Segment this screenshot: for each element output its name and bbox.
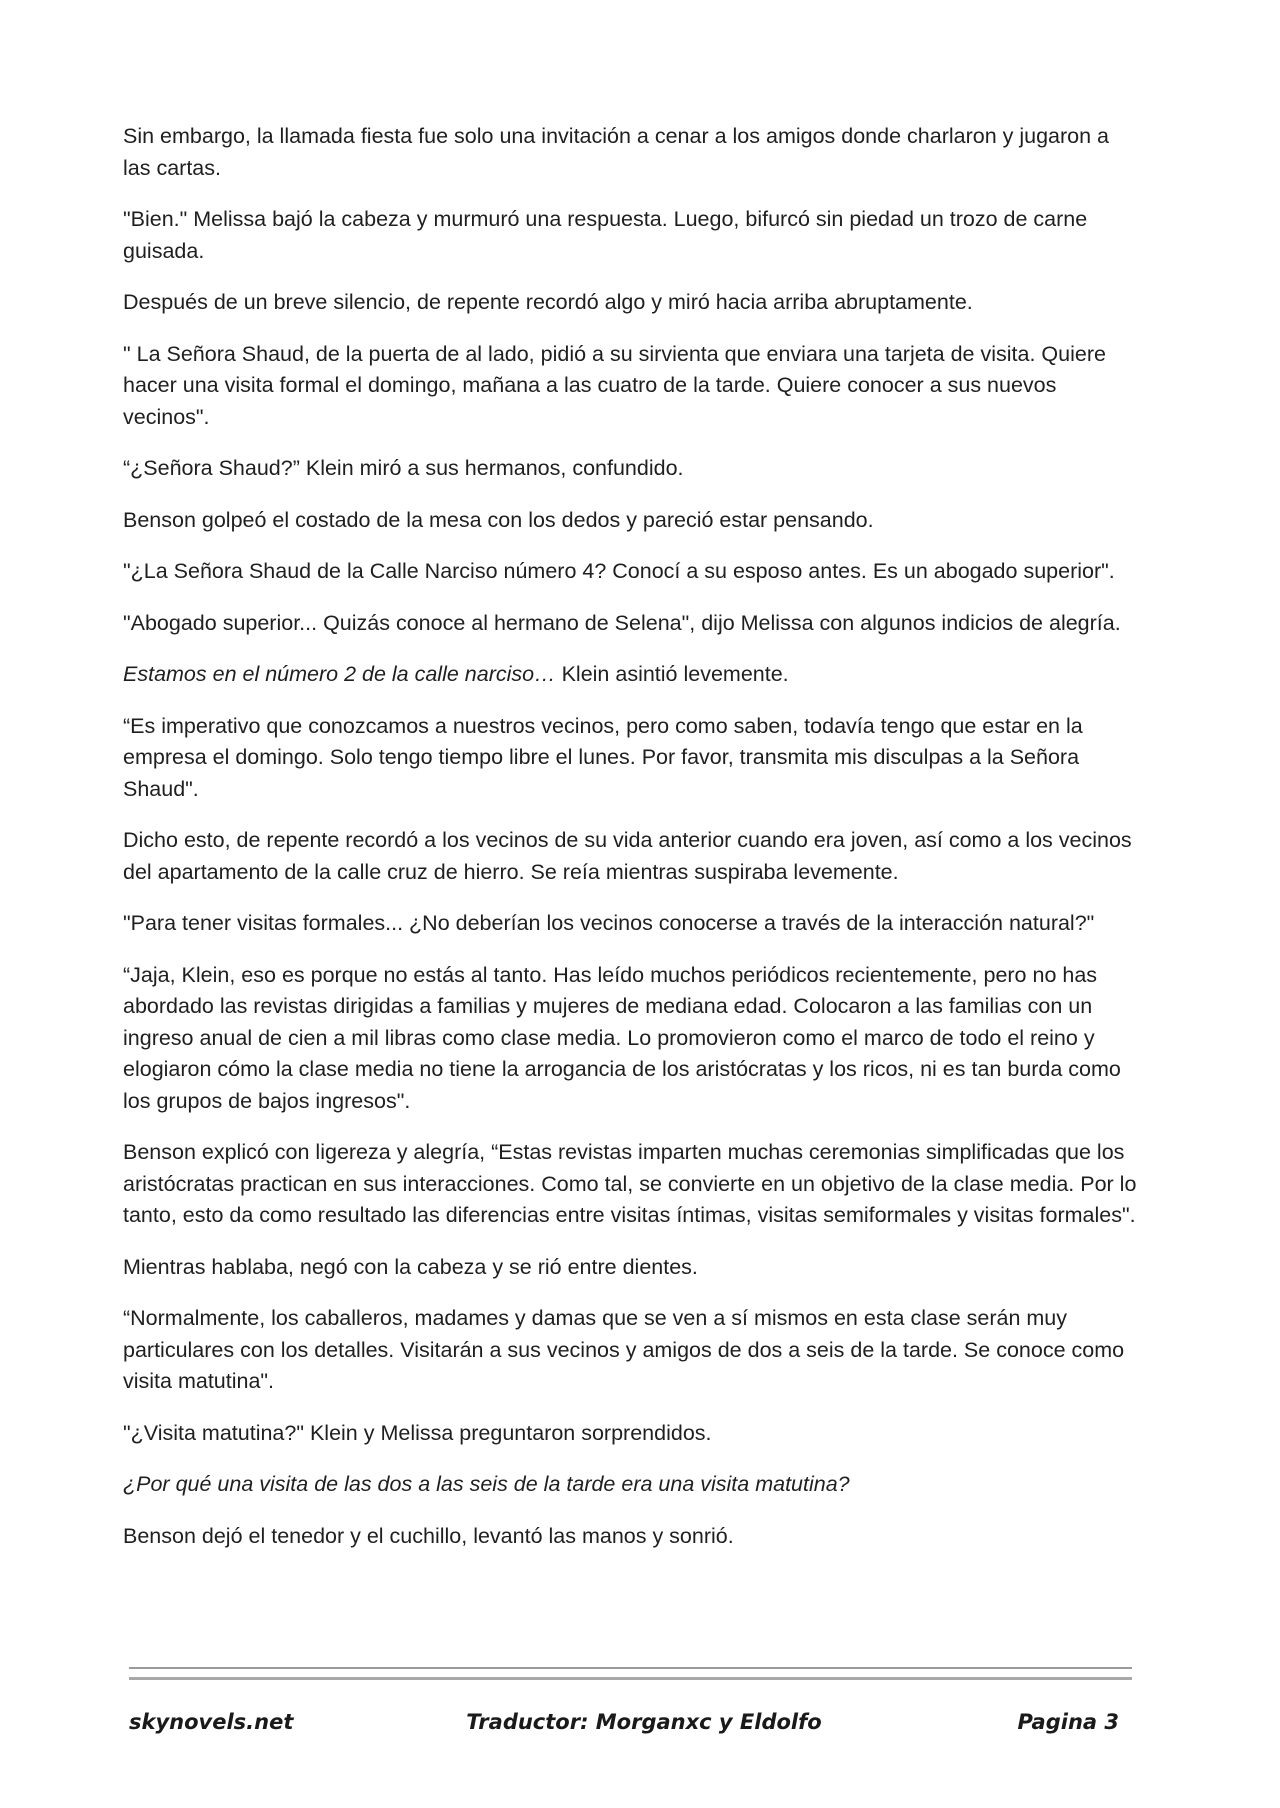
paragraph-11: Dicho esto, de repente recordó a los vecinos de su vida anterior cuando era joven, así como a los vecinos del apartamento de la calle cruz de hierro. Se reía mientras suspiraba levemente. bbox=[123, 828, 1132, 884]
paragraph-9: Estamos en el número 2 de la calle narciso… Klein asintió levemente. bbox=[123, 662, 789, 686]
paragraph-3: Después de un breve silencio, de repente recordó algo y miró hacia arriba abruptamente. bbox=[123, 290, 973, 314]
paragraph-10: “Es imperativo que conozcamos a nuestros vecinos, pero como saben, todavía tengo que estar en la empresa el domingo. Solo tengo tiempo libre el lunes. Por favor, transmita mis disculpas a la Señora Shaud". bbox=[123, 713, 1083, 801]
paragraph-5: “¿Señora Shaud?” Klein miró a sus hermanos, confundido. bbox=[123, 456, 684, 480]
footer-site: skynovels.net bbox=[129, 1710, 294, 1734]
paragraph-2: "Bien." Melissa bajó la cabeza y murmuró una respuesta. Luego, bifurcó sin piedad un trozo de carne guisada. bbox=[123, 207, 1088, 263]
paragraph-15: Mientras hablaba, negó con la cabeza y se rió entre dientes. bbox=[123, 1254, 698, 1279]
document-body bbox=[123, 121, 1138, 1572]
paragraph-4: " La Señora Shaud, de la puerta de al lado, pidió a su sirvienta que enviara una tarjeta de visita. Quiere hacer una visita formal el domingo, mañana a las cuatro de la tarde. Quiere conocer a sus nuevos vecinos". bbox=[123, 341, 1106, 429]
paragraph-13: “Jaja, Klein, eso es porque no estás al tanto. Has leído muchos periódicos recientemente, pero no has abordado las revistas dirigidas a familias y mujeres de mediana edad. Colocaron a las familias con un ingreso anual de cien a mil libras como clase media. Lo promovieron como el marco de todo el reino y elogiaron cómo la clase media no tiene la arrogancia de los aristócratas y los ricos, ni es tan burda como los grupos de bajos ingresos". bbox=[123, 962, 1121, 1113]
footer-divider-top bbox=[129, 1667, 1132, 1669]
paragraph-6: Benson golpeó el costado de la mesa con los dedos y pareció estar pensando. bbox=[123, 507, 874, 532]
footer-divider-bottom bbox=[129, 1677, 1132, 1680]
paragraph-19: Benson dejó el tenedor y el cuchillo, levantó las manos y sonrió. bbox=[123, 1523, 734, 1548]
paragraph-16: “Normalmente, los caballeros, madames y damas que se ven a sí mismos en esta clase serán muy particulares con los detalles. Visitarán a sus vecinos y amigos de dos a seis de la tarde. Se conoce como visita matutina". bbox=[123, 1306, 1125, 1393]
paragraph-7: "¿La Señora Shaud de la Calle Narciso número 4? Conocí a su esposo antes. Es un abogado superior". bbox=[123, 559, 1115, 583]
paragraph-18 bbox=[123, 1469, 1138, 1501]
footer-page-number: Pagina 3 bbox=[1017, 1710, 1119, 1734]
italic-thought: Estamos en el número 2 de la calle narciso… bbox=[123, 662, 556, 686]
paragraph-1: Sin embargo, la llamada fiesta fue solo una invitación a cenar a los amigos donde charlaron y jugaron a las cartas. bbox=[123, 124, 1110, 180]
paragraph-8: "Abogado superior... Quizás conoce al hermano de Selena", dijo Melissa con algunos indicios de alegría. bbox=[123, 610, 1121, 635]
paragraph-12: "Para tener visitas formales... ¿No deberían los vecinos conocerse a través de la interacción natural?" bbox=[123, 911, 1095, 935]
footer-translator: Traductor: Morganxc y Eldolfo bbox=[466, 1710, 822, 1734]
page-footer bbox=[129, 1710, 1119, 1750]
italic-thought: ¿Por qué una visita de las dos a las seis de la tarde era una visita matutina? bbox=[123, 1472, 850, 1496]
paragraph-14: Benson explicó con ligereza y alegría, “Estas revistas imparten muchas ceremonias simplificadas que los aristócratas practican en sus interacciones. Como tal, se convierte en un objetivo de la clase media. Por lo tanto, esto da como resultado las diferencias entre visitas íntimas, visitas semiformales y visitas formales". bbox=[123, 1140, 1137, 1227]
paragraph-17: "¿Visita matutina?" Klein y Melissa preguntaron sorprendidos. bbox=[123, 1420, 712, 1445]
